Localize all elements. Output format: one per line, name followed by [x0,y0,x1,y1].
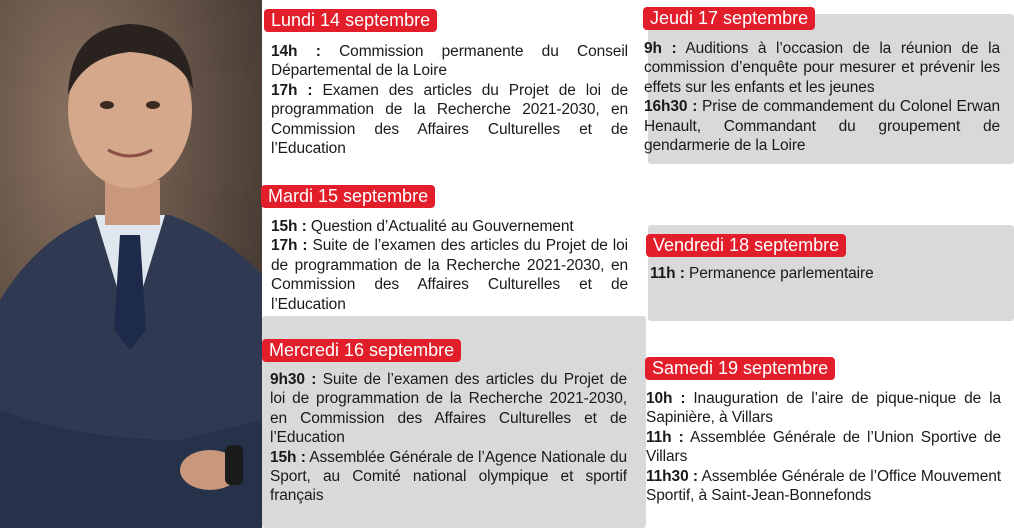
entry-text: Assemblée Générale de l’Office Mouvement Sportif, à Saint-Jean-Bonnefonds [646,467,1001,505]
entry-text: Question d’Actualité au Gouvernement [310,218,574,235]
entry-text: Assemblée Générale de l’Union Sportive de Villars [646,428,1001,466]
day-header-jeudi: Jeudi 17 septembre [643,7,815,30]
entry-text: Commission permanente du Conseil Départemental de la Loire [271,43,629,80]
entry-time: 9h30 : [270,371,317,388]
agenda-entry [644,39,1000,97]
day-block-lundi [271,42,628,158]
day-header-vendredi: Vendredi 18 septembre [646,234,846,257]
day-block-mardi [271,217,628,314]
entry-time: 17h : [271,81,313,99]
day-block-vendredi [650,264,1000,283]
entry-text: Assemblée Générale de l’Agence Nationale du Sport, au Comité national olympique et sportif français [270,448,627,505]
entry-time: 14h : [271,43,321,60]
agenda-entry [271,42,628,81]
agenda-entry [646,428,1001,467]
day-header-mercredi: Mercredi 16 septembre [262,339,461,362]
agenda-entry [650,264,1000,283]
entry-time: 15h : [271,218,307,235]
agenda-entry [271,236,628,314]
entry-time: 11h30 : [646,467,698,485]
entry-time: 15h : [270,448,306,466]
entry-text: Examen des articles du Projet de loi de programmation de la Recherche 2021-2030, en Commission des Affaires Culturelles et de l’Education [271,81,628,158]
entry-time: 10h : [646,390,686,407]
entry-time: 11h : [650,265,685,282]
day-block-mercredi [270,370,627,506]
day-header-mardi: Mardi 15 septembre [261,185,435,208]
agenda-entry [270,448,627,506]
entry-time: 17h : [271,237,308,255]
entry-text: Auditions à l’occasion de la réunion de la commission d’enquête pour mesurer et prévenir les effets sur les enfants et les jeunes [644,40,1000,96]
agenda-entry [271,81,628,159]
agenda-entry [646,467,1001,506]
portrait-photo [0,0,262,528]
entry-text: Permanence parlementaire [689,265,874,282]
day-block-jeudi [644,39,1000,155]
day-block-samedi [646,389,1001,505]
entry-text: Prise de commandement du Colonel Erwan Henault, Commandant du groupement de gendarmerie de la Loire [644,98,1000,155]
agenda-entry [644,97,1000,155]
entry-time: 11h : [646,428,684,446]
agenda-entry [646,389,1001,428]
day-header-lundi: Lundi 14 septembre [264,9,437,32]
agenda-entry [271,217,628,236]
entry-text: Inauguration de l’aire de pique-nique de la Sapinière, à Villars [646,390,1001,427]
day-header-samedi: Samedi 19 septembre [645,357,835,380]
entry-text: Suite de l’examen des articles du Projet de loi de programmation de la Recherche 2021-2030, en Commission des Affaires Culturelles et de l’Education [270,371,627,447]
entry-time: 16h30 : [644,98,698,116]
entry-time: 9h : [644,40,677,57]
agenda-entry [270,370,627,448]
entry-text: Suite de l’examen des articles du Projet de loi de programmation de la Recherche 2021-2030, en Commission des Affaires Culturelles et de l’Education [271,237,628,313]
